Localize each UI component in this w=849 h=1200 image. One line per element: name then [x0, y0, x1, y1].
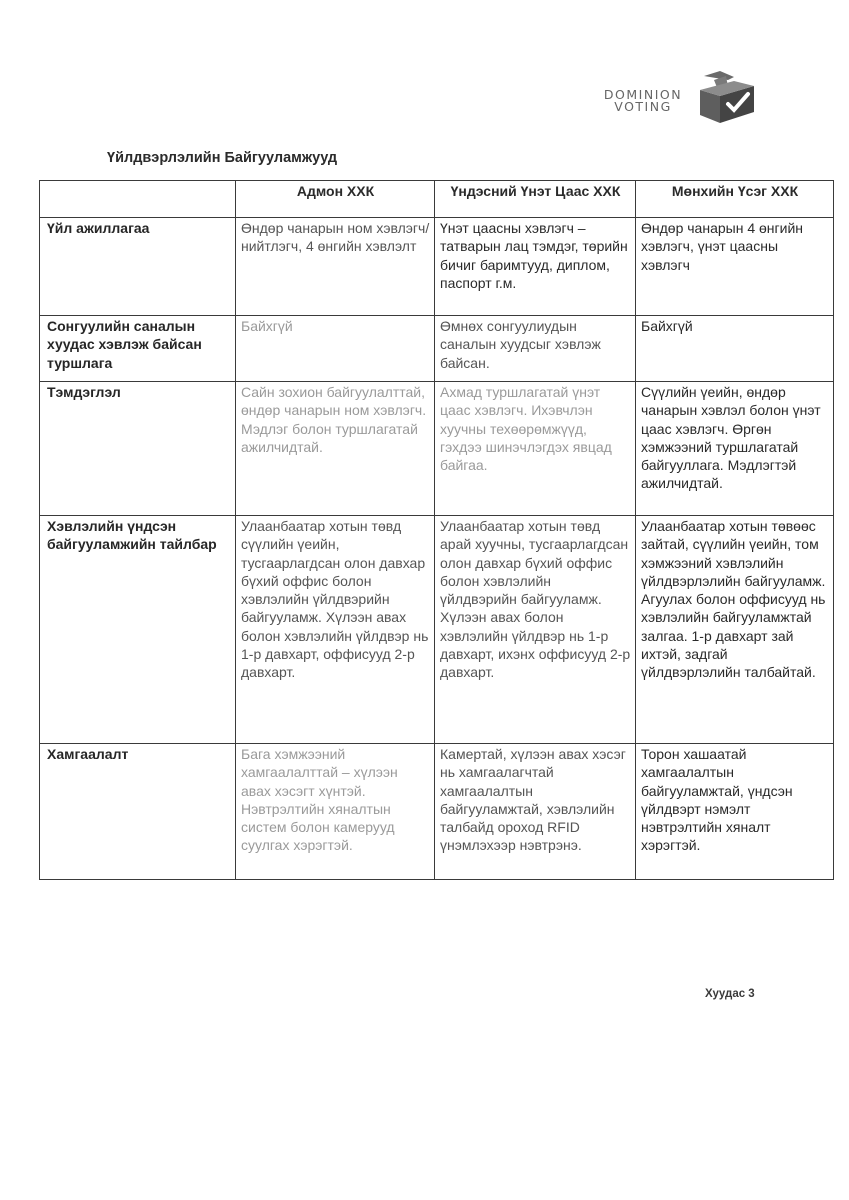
header-national-securities: Үндэсний Үнэт Цаас ХХК [435, 181, 636, 218]
logo-text [588, 89, 698, 113]
logo-line-2: VOTING [614, 99, 672, 114]
row-label: Тэмдэглэл [40, 382, 236, 516]
table-cell: Үнэт цаасны хэвлэгч – татварын лац тэмдэг, төрийн бичиг баримтууд, диплом, паспорт г.м. [435, 218, 636, 316]
table-row [40, 316, 834, 382]
header-empty [40, 181, 236, 218]
table-cell: Ахмад туршлагатай үнэт цаас хэвлэгч. Ихэвчлэн хуучны техөөрөмжүүд, гэхдээ шинэчлэгдэх явцад байгаа. [435, 382, 636, 516]
header-munkhiin-useg: Мөнхийн Үсэг ХХК [636, 181, 834, 218]
table-cell: Өмнөх сонгуулиудын саналын хуудсыг хэвлэж байсан. [435, 316, 636, 382]
row-label: Үйл ажиллагаа [40, 218, 236, 316]
table-cell: Улаанбаатар хотын төвөөс зайтай, сүүлийн үеийн, том хэмжээний хэвлэлийн үйлдвэрлэлийн байгууламж. Агуулах болон оффисууд нь хэвлэлийн байгууламжтай залгаа. 1-р давхарт зай ихтэй, задгай үйлдвэрлэлийн талбайтай. [636, 516, 834, 744]
table-cell: Байхгүй [236, 316, 435, 382]
row-label: Сонгуулийн саналын хуудас хэвлэж байсан туршлага [40, 316, 236, 382]
row-label: Хэвлэлийн үндсэн байгууламжийн тайлбар [40, 516, 236, 744]
table-row [40, 218, 834, 316]
row-label: Хамгаалалт [40, 744, 236, 880]
table-cell: Бага хэмжээний хамгаалалттай – хүлээн авах хэсэгт хүнтэй. Нэвтрэлтийн хяналтын систем болон камерууд суулгах хэрэгтэй. [236, 744, 435, 880]
table-cell: Сайн зохион байгуулалттай, өндөр чанарын ном хэвлэгч. Мэдлэг болон туршлагатай ажилчидтай. [236, 382, 435, 516]
dominion-voting-logo [588, 68, 758, 128]
table-cell: Камертай, хүлээн авах хэсэг нь хамгаалагчтай хамгаалалтын байгууламжтай, хэвлэлийн талбайд ороход RFID үнэмлэхээр нэвтрэнэ. [435, 744, 636, 880]
table-cell: Байхгүй [636, 316, 834, 382]
table-cell: Өндөр чанарын ном хэвлэгч/нийтлэгч, 4 өнгийн хэвлэлт [236, 218, 435, 316]
facility-comparison-table [39, 180, 834, 880]
table-cell: Улаанбаатар хотын төвд арай хуучны, тусгаарлагдсан олон давхар бүхий оффис болон хэвлэлийн үйлдвэрийн байгууламж. Хүлээн авах болон хэвлэлийн үйлдвэр нь 1-р давхарт, ихэнх оффисууд 2-р давхарт. [435, 516, 636, 744]
logo-line-1: DOMINION [603, 87, 683, 102]
page-heading: Үйлдвэрлэлийн Байгууламжууд [107, 150, 338, 166]
table-cell: Торон хашаатай хамгаалалтын байгууламжтай, үндсэн үйлдвэрт нэмэлт нэвтрэлтийн хяналт хэрэгтэй. [636, 744, 834, 880]
table-header-row [40, 181, 834, 218]
table-row [40, 744, 834, 880]
header-admon: Адмон ХХК [236, 181, 435, 218]
table-cell: Сүүлийн үеийн, өндөр чанарын хэвлэл болон үнэт цаас хэвлэгч. Өргөн хэмжээний туршлагатай байгууллага. Мэдлэгтэй ажилчидтай. [636, 382, 834, 516]
table-row [40, 382, 834, 516]
table-cell: Өндөр чанарын 4 өнгийн хэвлэгч, үнэт цаасны хэвлэгч [636, 218, 834, 316]
ballot-box-check-icon [698, 68, 756, 124]
table-row [40, 516, 834, 744]
page-number: Хуудас 3 [705, 988, 755, 1000]
table-cell: Улаанбаатар хотын төвд сүүлийн үеийн, тусгаарлагдсан олон давхар бүхий оффис болон хэвлэлийн үйлдвэрийн байгууламж. Хүлээн авах болон хэвлэлийн үйлдвэр нь 1-р давхарт, оффисууд 2-р давхарт. [236, 516, 435, 744]
